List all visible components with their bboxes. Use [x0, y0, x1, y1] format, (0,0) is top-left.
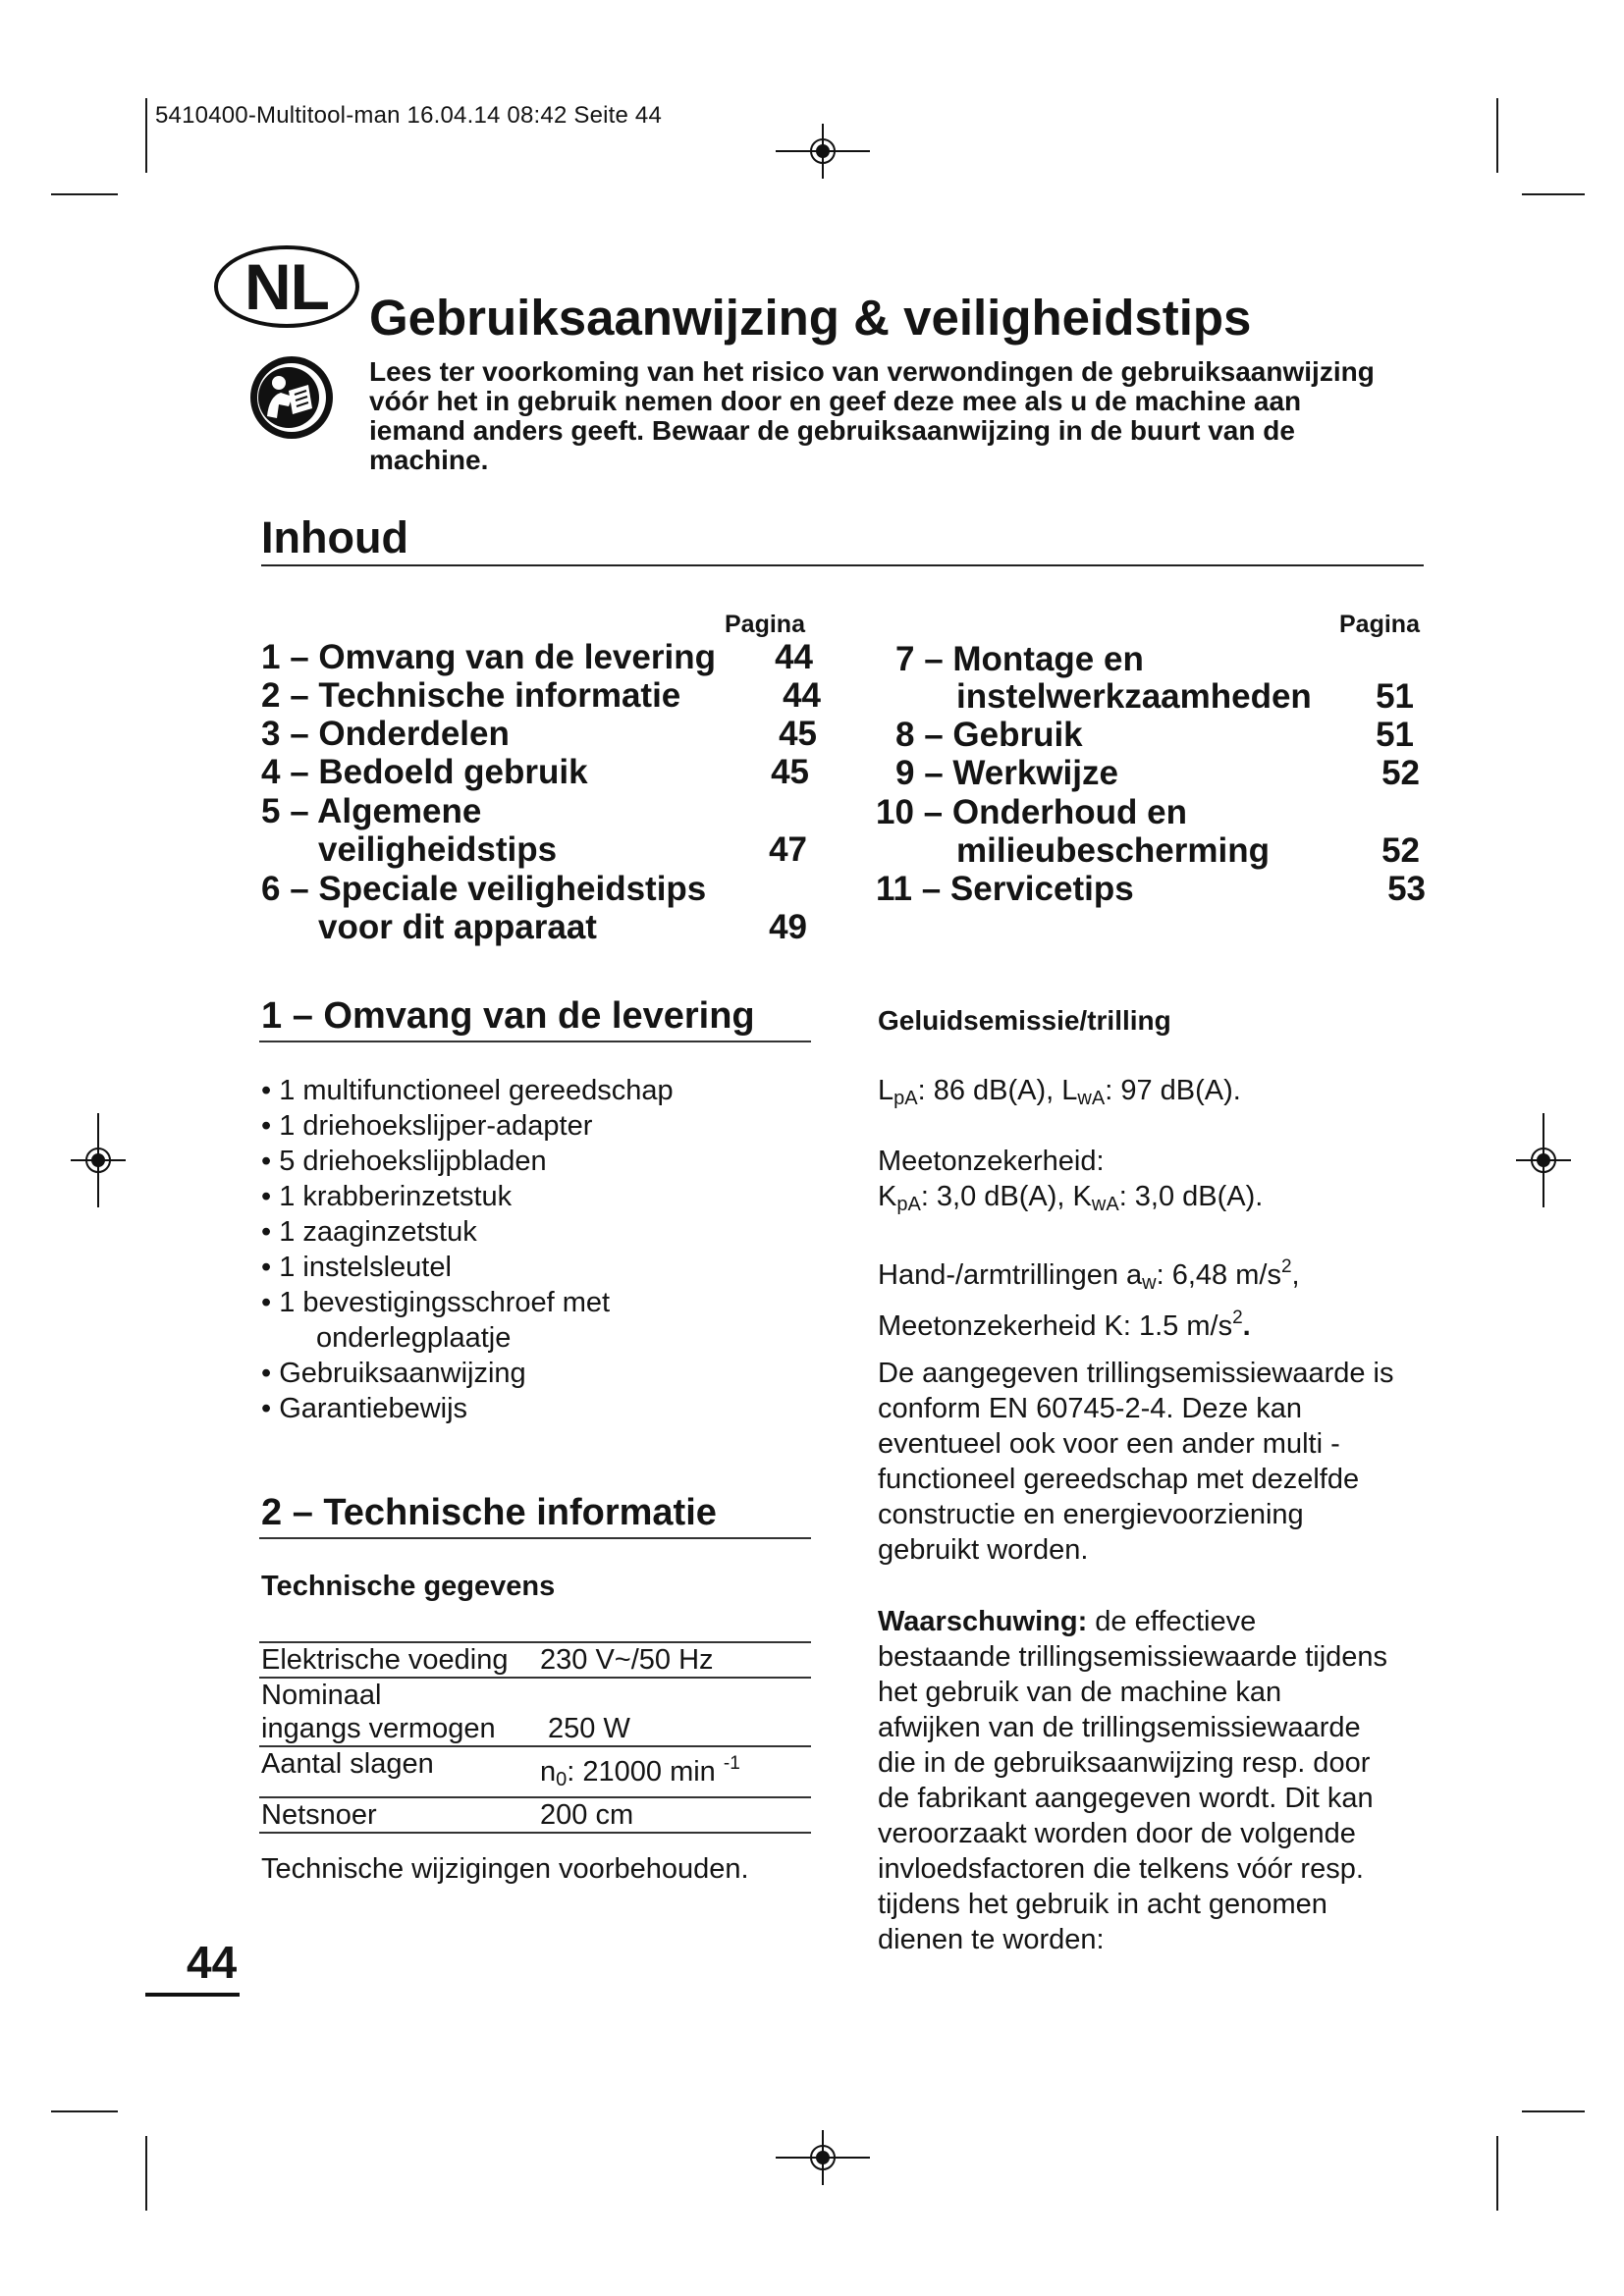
paragraph-line: dienen te worden: — [878, 1924, 1105, 1955]
crop-mark — [145, 2136, 147, 2211]
subscript: pA — [896, 1194, 921, 1215]
list-item: • 1 driehoekslijper-adapter — [261, 1110, 593, 1142]
warning-label: Waarschuwing: — [878, 1606, 1088, 1637]
divider — [259, 1041, 811, 1042]
subscript: wA — [1091, 1194, 1119, 1215]
paragraph-line: gebruikt worden. — [878, 1534, 1089, 1566]
toc-right — [874, 638, 1434, 913]
toc-entry[interactable]: 5 – Algemene — [261, 792, 482, 830]
toc-entry[interactable]: 4 – Bedoeld gebruik — [261, 753, 588, 791]
page-title: Gebruiksaanwijzing & veiligheidstips — [369, 290, 1252, 346]
intro-line: iemand anders geeft. Bewaar de gebruiksaanwijzing in de buurt van de — [369, 415, 1295, 446]
crop-mark — [1496, 98, 1498, 173]
text: : 3,0 dB(A), K — [920, 1181, 1092, 1212]
tech-table — [259, 1641, 811, 1834]
paragraph-line — [878, 1604, 1387, 1639]
subscript: w — [1142, 1272, 1157, 1294]
text: de effectieve — [1087, 1606, 1257, 1637]
paragraph-line: functioneel gereedschap met dezelfde — [878, 1464, 1360, 1495]
text: , — [1291, 1259, 1300, 1291]
crop-mark — [51, 193, 118, 195]
table-cell — [259, 1678, 538, 1746]
section-title: 2 – Technische informatie — [261, 1492, 717, 1533]
toc-page: 44 — [783, 676, 821, 715]
paragraph-line: afwijken van de trillingsemissiewaarde — [878, 1712, 1361, 1743]
paragraph-line: het gebruik van de machine kan — [878, 1677, 1282, 1708]
text: Hand-/armtrillingen a — [878, 1259, 1143, 1291]
registration-mark-icon — [776, 2130, 870, 2185]
table-cell: 250 W — [548, 1713, 630, 1744]
table-row — [259, 1797, 811, 1833]
paragraph-line: eventueel ook voor een ander multi - — [878, 1428, 1340, 1460]
toc-entry[interactable]: 7 – Montage en — [895, 640, 1144, 678]
toc-entry[interactable]: 10 – Onderhoud en — [876, 793, 1187, 831]
list-item: • 1 bevestigingsschroef met — [261, 1287, 611, 1318]
toc-page: 47 — [769, 830, 807, 869]
toc-page: 45 — [771, 753, 809, 791]
noise-title: Geluidsemissie/trilling — [878, 1005, 1171, 1036]
cell-line: Nominaal — [261, 1680, 382, 1711]
subscript: wA — [1077, 1088, 1106, 1109]
text: : 97 dB(A). — [1105, 1075, 1241, 1106]
crop-mark — [1496, 2136, 1498, 2211]
intro-line: machine. — [369, 445, 489, 475]
toc-entry[interactable]: 8 – Gebruik — [895, 716, 1083, 754]
uncertainty-values — [878, 1179, 1263, 1222]
toc-left — [261, 638, 821, 952]
toc-entry[interactable]: 9 – Werkwijze — [895, 754, 1118, 792]
uncertainty-label: Meetonzekerheid: — [878, 1146, 1105, 1177]
paragraph-line: invloedsfactoren die telkens vóór resp. — [878, 1853, 1364, 1885]
text: Meetonzekerheid K: 1.5 m/s — [878, 1310, 1233, 1342]
text: : 86 dB(A), L — [917, 1075, 1078, 1106]
cell-line: ingangs vermogen — [261, 1713, 496, 1744]
paragraph-line: de fabrikant aangegeven wordt. Dit kan — [878, 1783, 1374, 1814]
sound-levels — [878, 1073, 1241, 1116]
list-item: • 1 zaaginzetstuk — [261, 1216, 477, 1248]
paragraph-line: De aangegeven trillingsemissiewaarde is — [878, 1358, 1394, 1389]
section-title: 1 – Omvang van de levering — [261, 995, 755, 1037]
vibration-uncertainty — [878, 1301, 1300, 1344]
text: : 3,0 dB(A). — [1118, 1181, 1264, 1212]
superscript: 2 — [1232, 1308, 1243, 1328]
superscript: 2 — [1280, 1256, 1292, 1277]
crop-mark — [1522, 193, 1585, 195]
table-cell: Aantal slagen — [261, 1748, 434, 1780]
toc-entry-cont[interactable]: milieubescherming — [956, 831, 1270, 870]
list-item: • 5 driehoekslijpbladen — [261, 1146, 547, 1177]
list-item: • 1 krabberinzetstuk — [261, 1181, 513, 1212]
warning-paragraph — [878, 1604, 1387, 1957]
list-item: • Gebruiksaanwijzing — [261, 1358, 526, 1389]
list-item: • 1 instelsleutel — [261, 1252, 452, 1283]
list-item: • 1 multifunctioneel gereedschap — [261, 1075, 674, 1106]
toc-entry[interactable]: 6 – Speciale veiligheidstips — [261, 870, 707, 908]
table-row — [259, 1678, 811, 1746]
toc-page: 52 — [1381, 754, 1420, 792]
text: . — [1242, 1310, 1251, 1342]
intro-line: vóór het in gebruik nemen door en geef deze mee als u de machine aan — [369, 386, 1302, 416]
print-header: 5410400-Multitool-man 16.04.14 08:42 Seite 44 — [155, 102, 663, 129]
table-row — [259, 1746, 811, 1797]
toc-pagina-label: Pagina — [1339, 611, 1420, 638]
emission-paragraph — [878, 1356, 1394, 1568]
toc-page: 51 — [1376, 677, 1414, 716]
toc-entry[interactable]: 2 – Technische informatie — [261, 676, 681, 715]
value-text: : 21000 min — [567, 1756, 716, 1788]
registration-mark-icon — [1516, 1113, 1571, 1207]
toc-entry[interactable]: 1 – Omvang van de levering — [261, 638, 716, 676]
vibration-block — [878, 1250, 1300, 1344]
list-item: onderlegplaatje — [316, 1322, 512, 1354]
paragraph-line: die in de gebruiksaanwijzing resp. door — [878, 1747, 1371, 1779]
tech-subtitle: Technische gegevens — [261, 1571, 556, 1602]
subscript: 0 — [556, 1769, 568, 1790]
toc-entry-cont[interactable]: veiligheidstips — [318, 830, 558, 869]
table-cell: Elektrische voeding — [261, 1644, 509, 1676]
value-prefix: n — [540, 1756, 557, 1788]
crop-mark — [51, 2110, 118, 2112]
toc-page: 49 — [769, 908, 807, 946]
page-number: 44 — [187, 1937, 238, 1988]
tech-note: Technische wijzigingen voorbehouden. — [261, 1853, 749, 1885]
toc-heading: Inhoud — [261, 512, 408, 562]
crop-mark — [1522, 2110, 1585, 2112]
subscript: pA — [893, 1088, 918, 1109]
toc-page: 53 — [1387, 870, 1426, 908]
page-number-underline — [145, 1993, 240, 1997]
toc-page: 52 — [1381, 831, 1420, 870]
toc-page: 51 — [1376, 716, 1414, 754]
paragraph-line: bestaande trillingsemissiewaarde tijdens — [878, 1641, 1388, 1673]
paragraph-line: tijdens het gebruik in acht genomen — [878, 1889, 1327, 1920]
table-cell: 200 cm — [540, 1799, 634, 1831]
table-cell: 230 V~/50 Hz — [540, 1644, 714, 1676]
paragraph-line: veroorzaakt worden door de volgende — [878, 1818, 1356, 1849]
delivery-list — [261, 1073, 674, 1426]
vibration-line — [878, 1250, 1300, 1301]
paragraph-line: conform EN 60745-2-4. Deze kan — [878, 1393, 1302, 1424]
language-badge: NL — [214, 245, 359, 328]
toc-entry[interactable]: 3 – Onderdelen — [261, 715, 510, 753]
table-cell — [538, 1746, 811, 1797]
text: L — [878, 1075, 894, 1106]
toc-page: 44 — [775, 638, 813, 676]
text: : 6,48 m/s — [1156, 1259, 1281, 1291]
read-manual-icon — [249, 355, 334, 440]
list-item: • Garantiebewijs — [261, 1393, 468, 1424]
table-cell: Netsnoer — [261, 1799, 377, 1831]
table-row — [259, 1642, 811, 1678]
toc-entry-cont[interactable]: instelwerkzaamheden — [956, 677, 1312, 716]
divider — [261, 564, 1424, 566]
uncertainty-block — [878, 1144, 1263, 1222]
text: K — [878, 1181, 897, 1212]
toc-page: 45 — [779, 715, 817, 753]
intro-line: Lees ter voorkoming van het risico van verwondingen de gebruiksaanwijzing — [369, 356, 1375, 387]
paragraph-line: constructie en energievoorziening — [878, 1499, 1304, 1530]
superscript: -1 — [723, 1753, 740, 1774]
intro-warning — [369, 357, 1439, 475]
registration-mark-icon — [71, 1113, 126, 1207]
registration-mark-icon — [776, 124, 870, 179]
divider — [259, 1537, 811, 1539]
toc-pagina-label: Pagina — [725, 611, 805, 638]
crop-mark — [145, 98, 147, 173]
toc-entry[interactable]: 11 – Servicetips — [876, 870, 1134, 908]
toc-entry-cont[interactable]: voor dit apparaat — [318, 908, 597, 946]
